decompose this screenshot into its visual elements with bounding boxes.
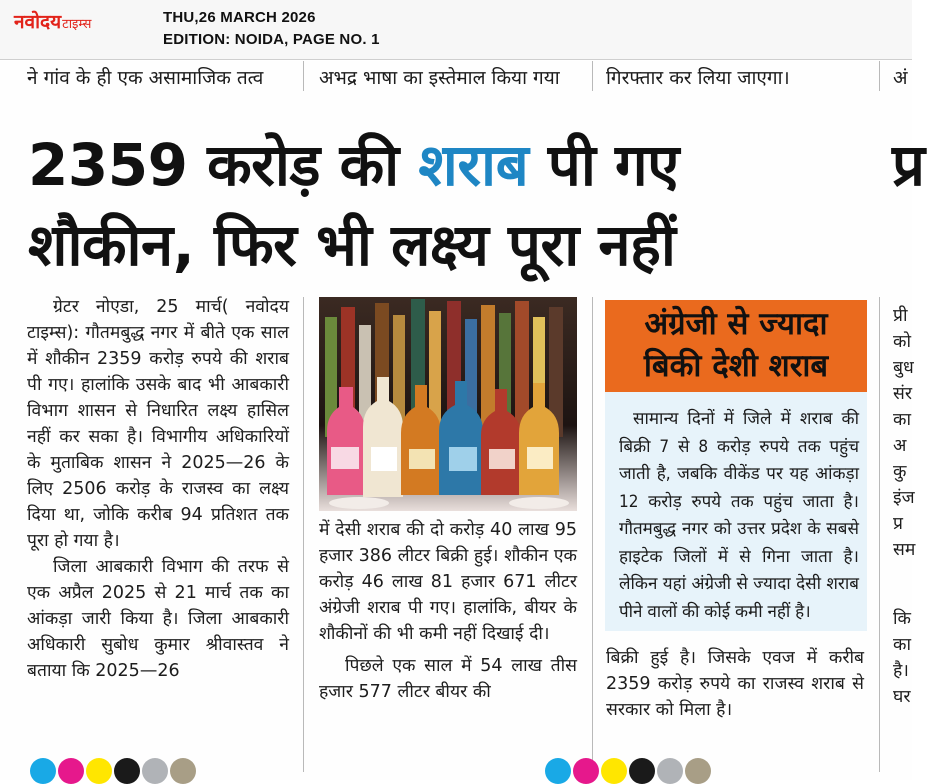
registration-swatch [170,758,196,784]
column-rule [303,297,304,772]
prev-article-fragment-1: ने गांव के ही एक असामाजिक तत्व [27,67,264,89]
sidebar-title-line-1: अंग्रेजी से ज्यादा [644,306,828,342]
registration-swatch [30,758,56,784]
article-column-2 [319,517,577,705]
fragment-line: का [893,410,911,430]
fragment-line: का [893,635,911,655]
fragment-line: बुध [893,358,914,378]
registration-swatch [629,758,655,784]
article-headline [28,125,878,285]
headline-accent-word: शराब [418,131,529,199]
headline-part-1: 2359 करोड़ की [28,131,419,199]
liquor-bottles-photo[interactable] [319,297,577,511]
registration-swatch [114,758,140,784]
fragment-line: इंज [893,488,915,508]
registration-swatch [142,758,168,784]
registration-swatch [545,758,571,784]
registration-swatch [685,758,711,784]
sidebar-box [605,300,867,631]
sidebar-box-text: सामान्य दिनों में जिले में शराब की बिक्री 7 से 8 करोड़ रुपये तक पहुंच जाती है, जबकि वीकेंड पर यह आंकड़ा 12 करोड़ रुपये तक पहुंच जाता है। गौतमबुद्ध नगर को उत्तर प्रदेश के सबसे हाइटेक जिलों में से गिना जाता है। लेकिन यहां अंग्रेजी से ज्यादा देसी शराब पीने वालों की कोई कमी नहीं है। [619,409,859,622]
headline-part-2: पी गए [528,131,679,199]
sidebar-title-line-2: बिकी देशी शराब [643,348,829,384]
fragment-line: घर [893,687,911,707]
navodaya-times-logo[interactable] [14,8,91,36]
column-rule [879,61,880,91]
article-column-1 [27,294,289,684]
column-rule [879,297,880,772]
article-paragraph: में देसी शराब की दो करोड़ 40 लाख 95 हजार 386 लीटर बिक्री हुई। शौकीन एक करोड़ 46 लाख 81 हजार 671 लीटर अंग्रेजी शराब पी गए। हालांकि, बीयर के शौकीनों की भी कमी नहीं दिखाई दी। [319,520,577,644]
headline-line-2: शौकीन, फिर भी लक्ष्य पूरा नहीं [28,211,676,279]
prev-article-fragment-4: अं [893,67,908,89]
headline-line-1 [28,125,878,205]
article-column-3: बिक्री हुई है। जिसके एवज में करीब 2359 करोड़ रुपये का राजस्व शराब से सरकार को मिला है। [606,648,864,720]
fragment-line: प्री [893,306,908,326]
article-paragraph: पिछले एक साल में 54 लाख तीस हजार 577 लीटर बीयर की [319,656,577,702]
fragment-line: है। [893,661,909,681]
column-rule [303,61,304,91]
adjacent-column-fragments [893,303,933,563]
logo-main-text: नवोदय [14,11,62,33]
fragment-line: प्र [893,514,903,534]
registration-swatch [657,758,683,784]
fragment-line: को [893,332,911,352]
registration-swatch [58,758,84,784]
registration-swatch [86,758,112,784]
registration-marks [0,756,912,780]
edition-meta [163,7,380,51]
column-rule [592,297,593,772]
fragment-line: अ [893,436,907,456]
adjacent-column-fragments-lower [893,606,933,710]
registration-swatch [573,758,599,784]
registration-swatch [601,758,627,784]
fragment-line: कु [893,462,907,482]
sidebar-box-title [605,300,867,392]
edition-date: THU,26 MARCH 2026 [163,9,316,26]
article-paragraph: जिला आबकारी विभाग की तरफ से एक अप्रैल 2025 से 21 मार्च तक का आंकड़ा जारी किया है। जिला आबकारी अधिकारी सुबोध कुमार श्रीवास्तव ने बताया कि 2025—26 [27,557,289,681]
newspaper-header-bar [0,0,912,60]
fragment-line: संर [893,384,912,404]
edition-page: EDITION: NOIDA, PAGE NO. 1 [163,31,380,48]
fragment-line: सम [893,540,916,560]
column-rule [592,61,593,91]
adjacent-headline-fragment: प्र [892,131,926,199]
prev-article-fragment-2: अभद्र भाषा का इस्तेमाल किया गया [319,67,560,89]
prev-article-fragment-3: गिरफ्तार कर लिया जाएगा। [606,67,790,89]
fragment-line: कि [893,609,911,629]
newspaper-page [0,61,926,780]
logo-sub-text: टाइम्स [62,17,92,32]
bottles-illustration [319,297,577,511]
article-paragraph: ग्रेटर नोएडा, 25 मार्च( नवोदय टाइम्स): गौतमबुद्ध नगर में बीते एक साल में शौकीन 2359 करोड़ रुपये की शराब पी गए। हालांकि उसके बाद भी आबकारी विभाग शासन से निधारित लक्ष्य हासिल नहीं कर सका है। विभागीय अधिकारियों के मुताबिक शासन ने 2025—26 के लिए 2506 करोड़ के राजस्व का लक्ष्य दिया था, जोकि करीब 94 प्रतिशत तक पूरा हो गया है। [27,297,289,551]
